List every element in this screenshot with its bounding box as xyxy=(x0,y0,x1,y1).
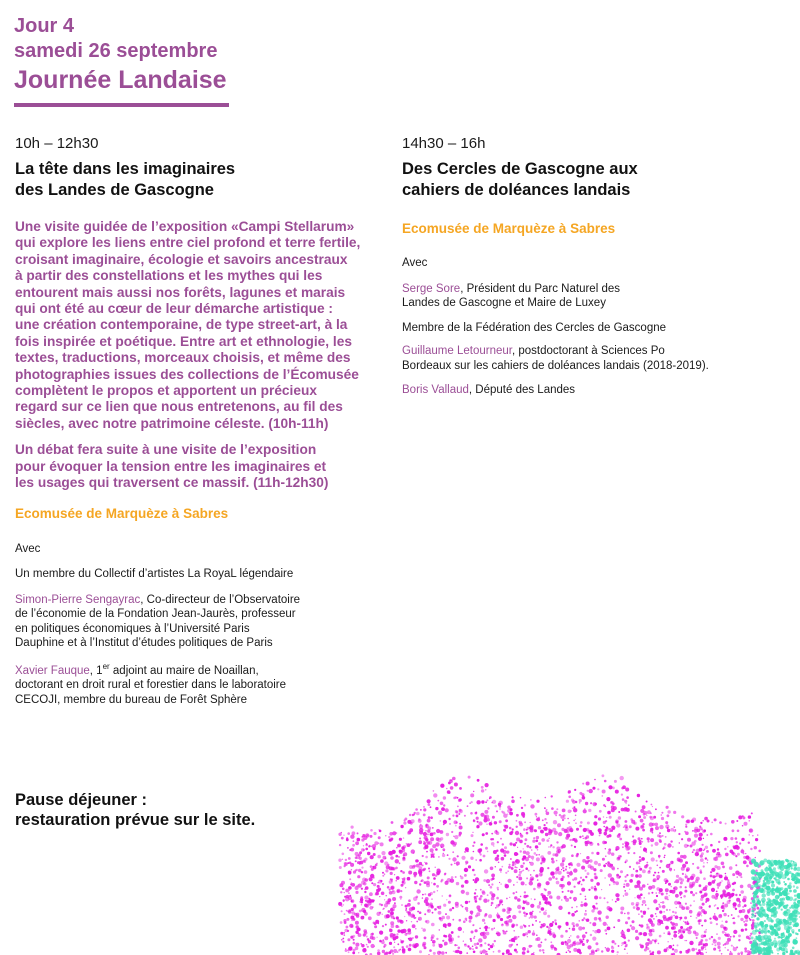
speaker-vallaud: Boris Vallaud, Député des Landes xyxy=(402,383,576,396)
lunch-break-note: Pause déjeuner : restauration prévue sur le site. xyxy=(15,791,256,829)
speaker-sengayrac: Simon-Pierre Sengayrac, Co-directeur de l’Observatoire de l’économie de la Fondation Jean-Jaurès, professeur en politiques économiques à l’Université Paris Dauphine et à l’Institut d’études politiques de Paris xyxy=(15,593,301,650)
speaker-fauque: Xavier Fauque, 1er adjoint au maire de Noaillan, doctorant en droit rural et forestier dans le laboratoire CECOJI, membre du bureau de Forêt Sphère xyxy=(15,662,287,707)
day-date: samedi 26 septembre xyxy=(14,40,218,62)
debate-description: Un débat fera suite à une visite de l’exposition pour évoquer la tension entre les imaginaires et les usages qui traversent ce massif. (11h-12h30) xyxy=(15,442,329,491)
avec-label: Avec xyxy=(15,542,41,555)
day-number: Jour 4 xyxy=(14,15,75,37)
session-title: Des Cercles de Gascogne aux cahiers de doléances landais xyxy=(402,160,638,199)
day-title: Journée Landaise xyxy=(14,66,227,94)
session-description: Une visite guidée de l’exposition «Campi Stellarum» qui explore les liens entre ciel profond et terre fertile, croisant imaginaire, écologie et savoirs ancestraux à partir des constellations et les mythes qui les entourent mais aussi nos forêts, lagunes et marais qui ont été au cœur de leur démarche artistique : une création contemporaine, de type street-art, à la fois inspirée et poétique. Entre art et ethnologie, les textes, traductions, morceaux choisis, et même des photographies issues des collections de l’Écomusée complètent le propos et apportent un précieux regard sur ce lien que nous entretenons, au fil des siècles, avec notre patrimoine céleste. (10h-11h) xyxy=(15,219,361,431)
speaker-collective: Un membre du Collectif d’artistes La RoyaL légendaire xyxy=(15,568,294,581)
session-time: 14h30 – 16h xyxy=(402,135,486,152)
speaker-name: Xavier Fauque xyxy=(15,664,90,677)
speaker-letourneur: Guillaume Letourneur, postdoctorant à Sciences Po Bordeaux sur les cahiers de doléances landais (2018-2019). xyxy=(402,345,709,372)
speaker-name: Guillaume Letourneur xyxy=(402,345,512,358)
speaker-name: Boris Vallaud xyxy=(402,383,469,396)
session-time: 10h – 12h30 xyxy=(15,135,99,152)
header-underline xyxy=(14,103,229,107)
session-title: La tête dans les imaginaires des Landes de Gascogne xyxy=(15,160,236,199)
session-location: Ecomusée de Marquèze à Sabres xyxy=(15,505,229,521)
speaker-sore: Serge Sore, Président du Parc Naturel des Landes de Gascogne et Maire de Luxey xyxy=(402,282,620,310)
speaker-name: Simon-Pierre Sengayrac xyxy=(15,593,141,606)
speaker-federation: Membre de la Fédération des Cercles de Gascogne xyxy=(402,321,667,334)
session-location: Ecomusée de Marquèze à Sabres xyxy=(402,221,616,236)
morning-session xyxy=(15,135,375,708)
avec-label: Avec xyxy=(402,257,428,269)
day-header xyxy=(14,14,229,107)
afternoon-session xyxy=(402,135,782,397)
speaker-name: Serge Sore xyxy=(402,282,461,295)
